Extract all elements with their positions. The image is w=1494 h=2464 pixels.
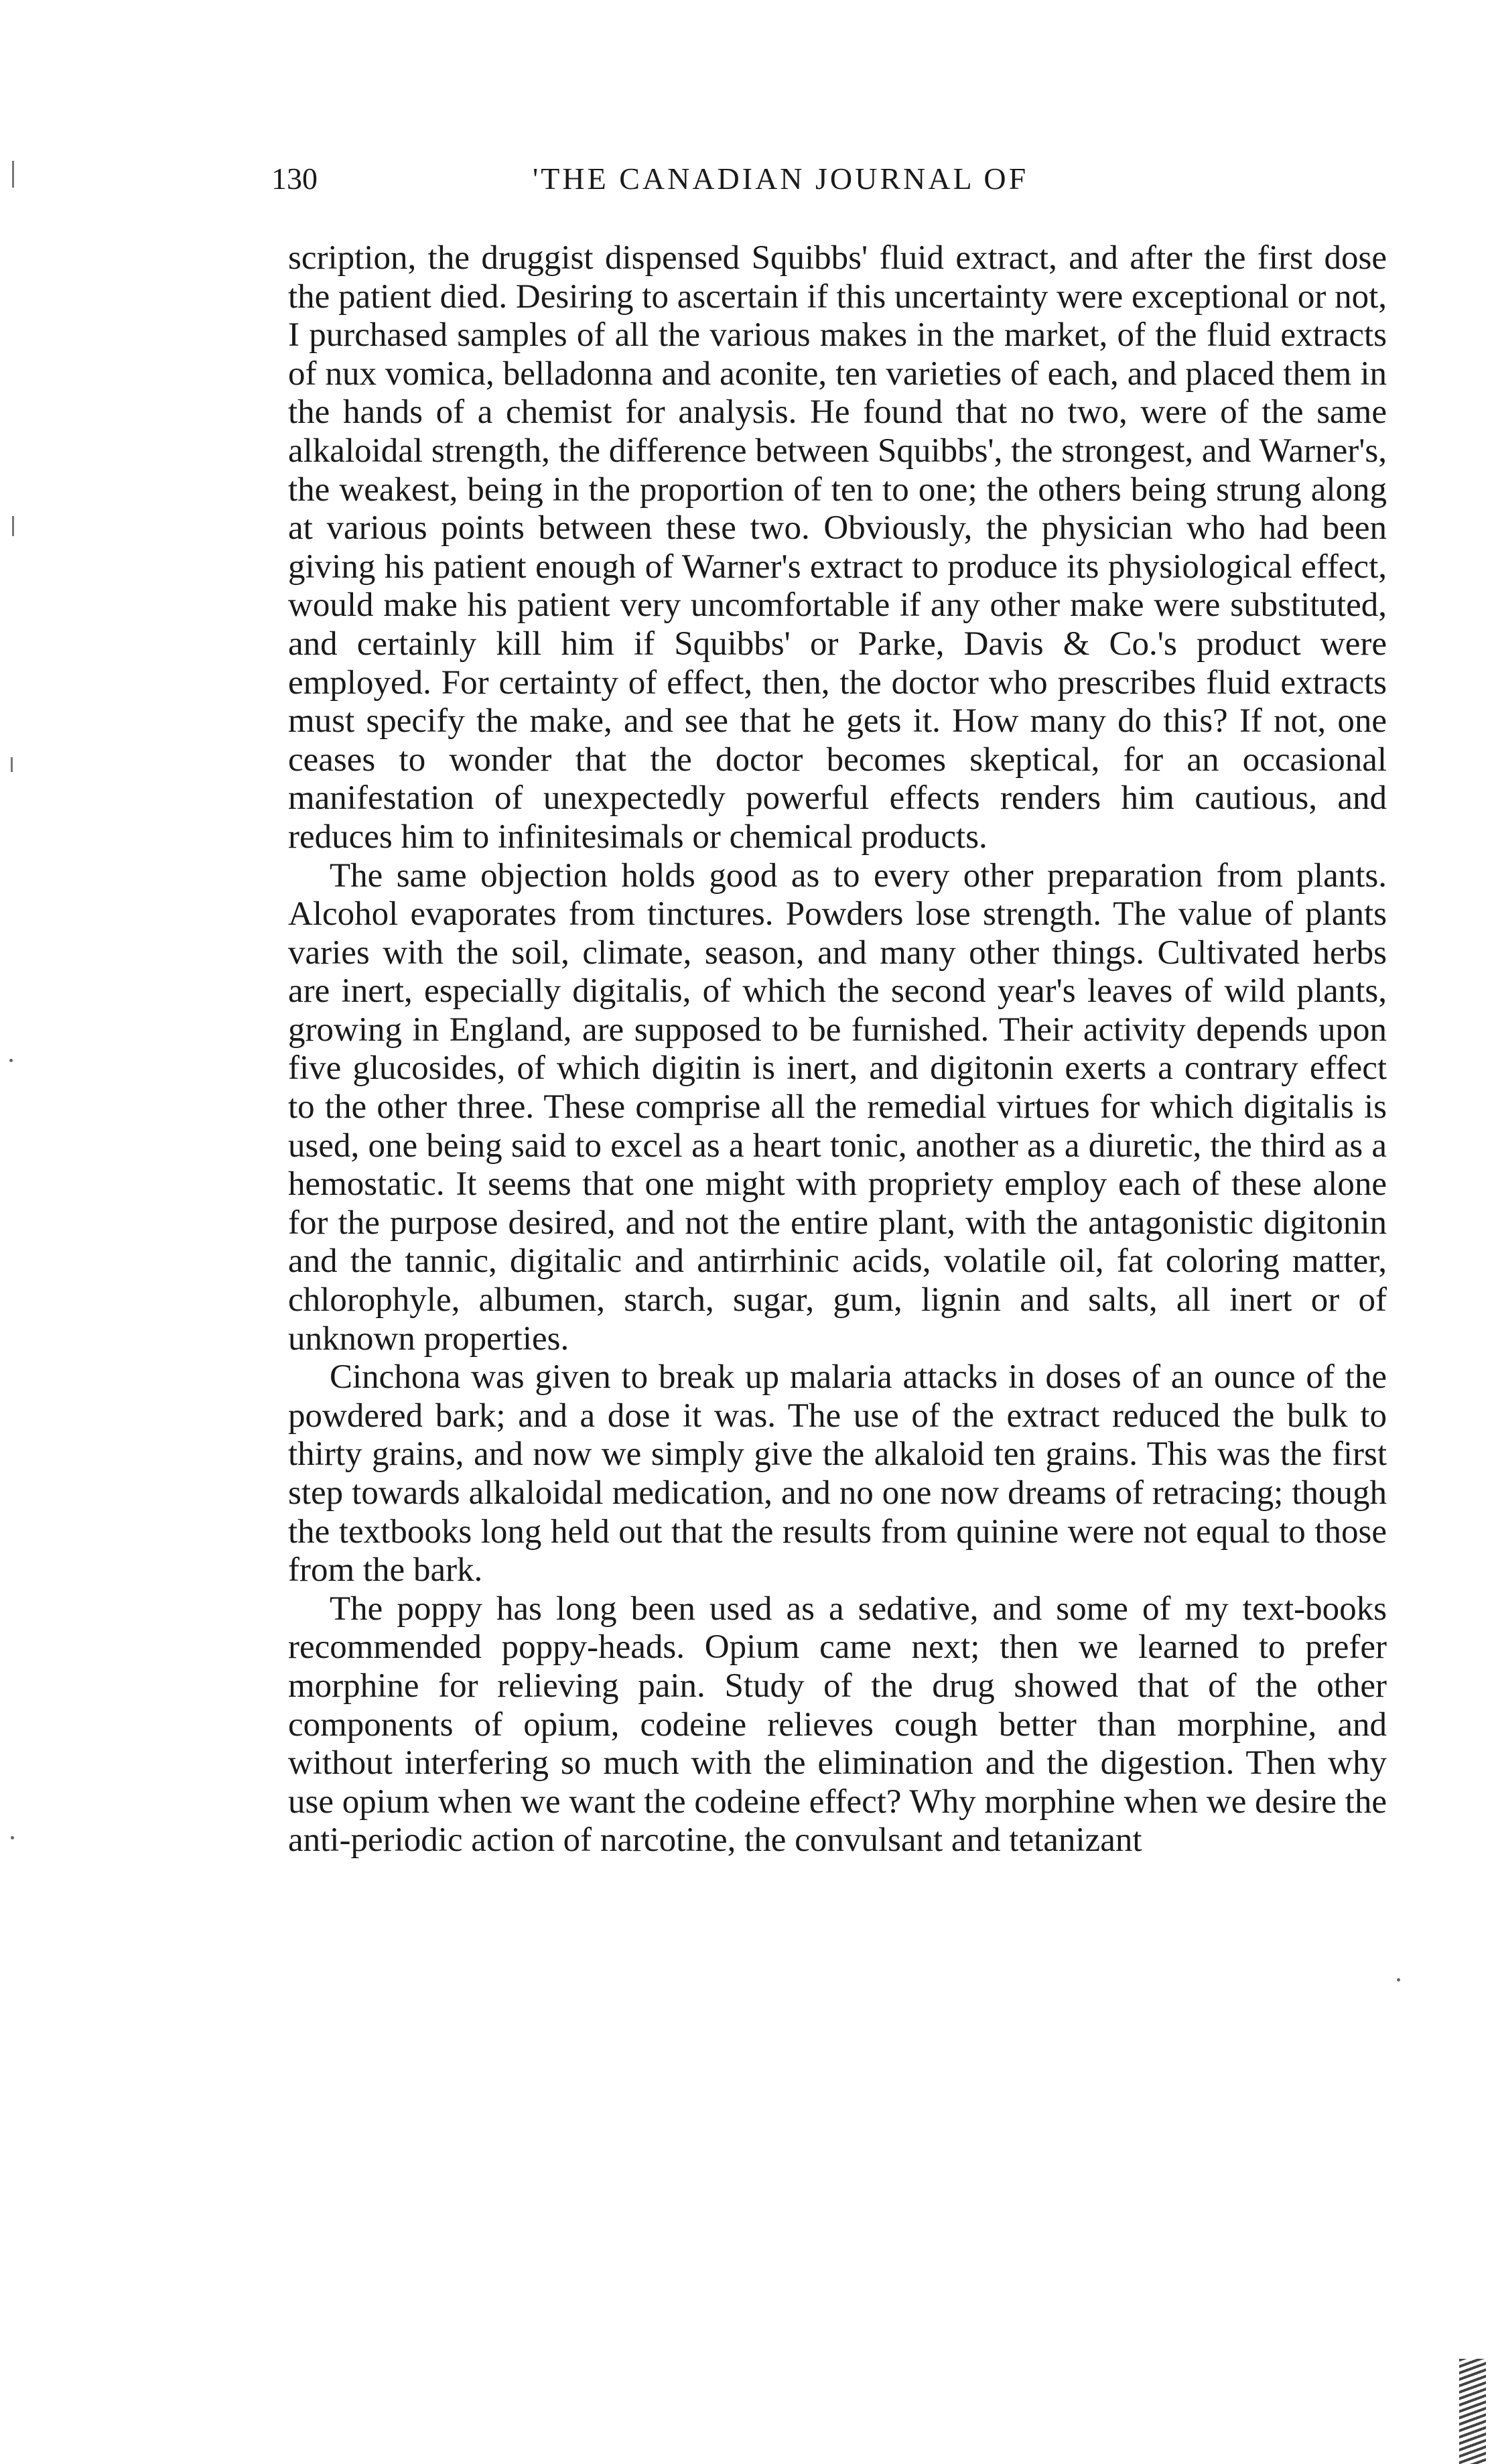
paragraph-2: The same objection holds good as to every other preparation from plants. Alcohol evaporates from tinctures. Powders lose strength. The value of plants varies with the soil, climate, season, and many other things. Cultivated herbs are inert, especially digitalis, of which the second year's leaves of wild plants, growing in England, are supposed to be furnished. Their activity depends upon five glucosides, of which digitin is inert, and digitonin exerts a contrary effect to the other three. These comprise all the remedial virtues for which digitalis is used, one being said to excel as a heart tonic, another as a diuretic, the third as a hemostatic. It seems that one might with propriety employ each of these alone for the purpose desired, and not the entire plant, with the antagonistic digitonin and the tannic, digitalic and antirrhinic acids, volatile oil, fat coloring matter, chlorophyle, albumen, starch, sugar, gum, lignin and salts, all inert or of unknown properties. <box>288 856 1387 1358</box>
page-edge-scan-artifact <box>1459 2359 1486 2464</box>
page-number: 130 <box>271 161 318 196</box>
margin-scan-dot <box>11 1836 14 1839</box>
margin-scan-mark <box>11 757 13 772</box>
margin-scan-dot <box>9 1059 13 1062</box>
margin-scan-mark <box>12 161 14 188</box>
paragraph-4: The poppy has long been used as a sedative, and some of my text-books recommended poppy-heads. Opium came next; then we learned to prefer morphine for relieving pain. Study of the drug showed that of the other components of opium, codeine relieves cough better than morphine, and without interfering so much with the elimination and the digestion. Then why use opium when we want the codeine effect? Why morphine when we desire the anti-periodic action of narcotine, the convulsant and tetanizant <box>288 1590 1387 1860</box>
margin-scan-dot <box>1397 1978 1400 1982</box>
margin-scan-mark <box>12 516 14 536</box>
page-header <box>265 161 1383 208</box>
running-head: 'THE CANADIAN JOURNAL OF <box>533 161 1029 196</box>
body-text <box>288 239 1387 1860</box>
paragraph-3: Cinchona was given to break up malaria attacks in doses of an ounce of the powdered bark; and a dose it was. The use of the extract reduced the bulk to thirty grains, and now we simply give the alkaloid ten grains. This was the first step towards alkaloidal medication, and no one now dreams of retracing; though the textbooks long held out that the results from quinine were not equal to those from the bark. <box>288 1358 1387 1590</box>
paragraph-1: scription, the druggist dispensed Squibbs' fluid extract, and after the first dose the patient died. Desiring to ascertain if this uncertainty were exceptional or not, I purchased samples of all the various makes in the market, of the fluid extracts of nux vomica, belladonna and aconite, ten varieties of each, and placed them in the hands of a chemist for analysis. He found that no two, were of the same alkaloidal strength, the difference between Squibbs', the strongest, and Warner's, the weakest, being in the proportion of ten to one; the others being strung along at various points between these two. Obviously, the physician who had been giving his patient enough of Warner's extract to produce its physiological effect, would make his patient very uncomfortable if any other make were substituted, and certainly kill him if Squibbs' or Parke, Davis & Co.'s product were employed. For certainty of effect, then, the doctor who prescribes fluid extracts must specify the make, and see that he gets it. How many do this? If not, one ceases to wonder that the doctor becomes skeptical, for an occasional manifestation of unexpectedly powerful effects renders him cautious, and reduces him to infinitesimals or chemical products. <box>288 239 1387 856</box>
